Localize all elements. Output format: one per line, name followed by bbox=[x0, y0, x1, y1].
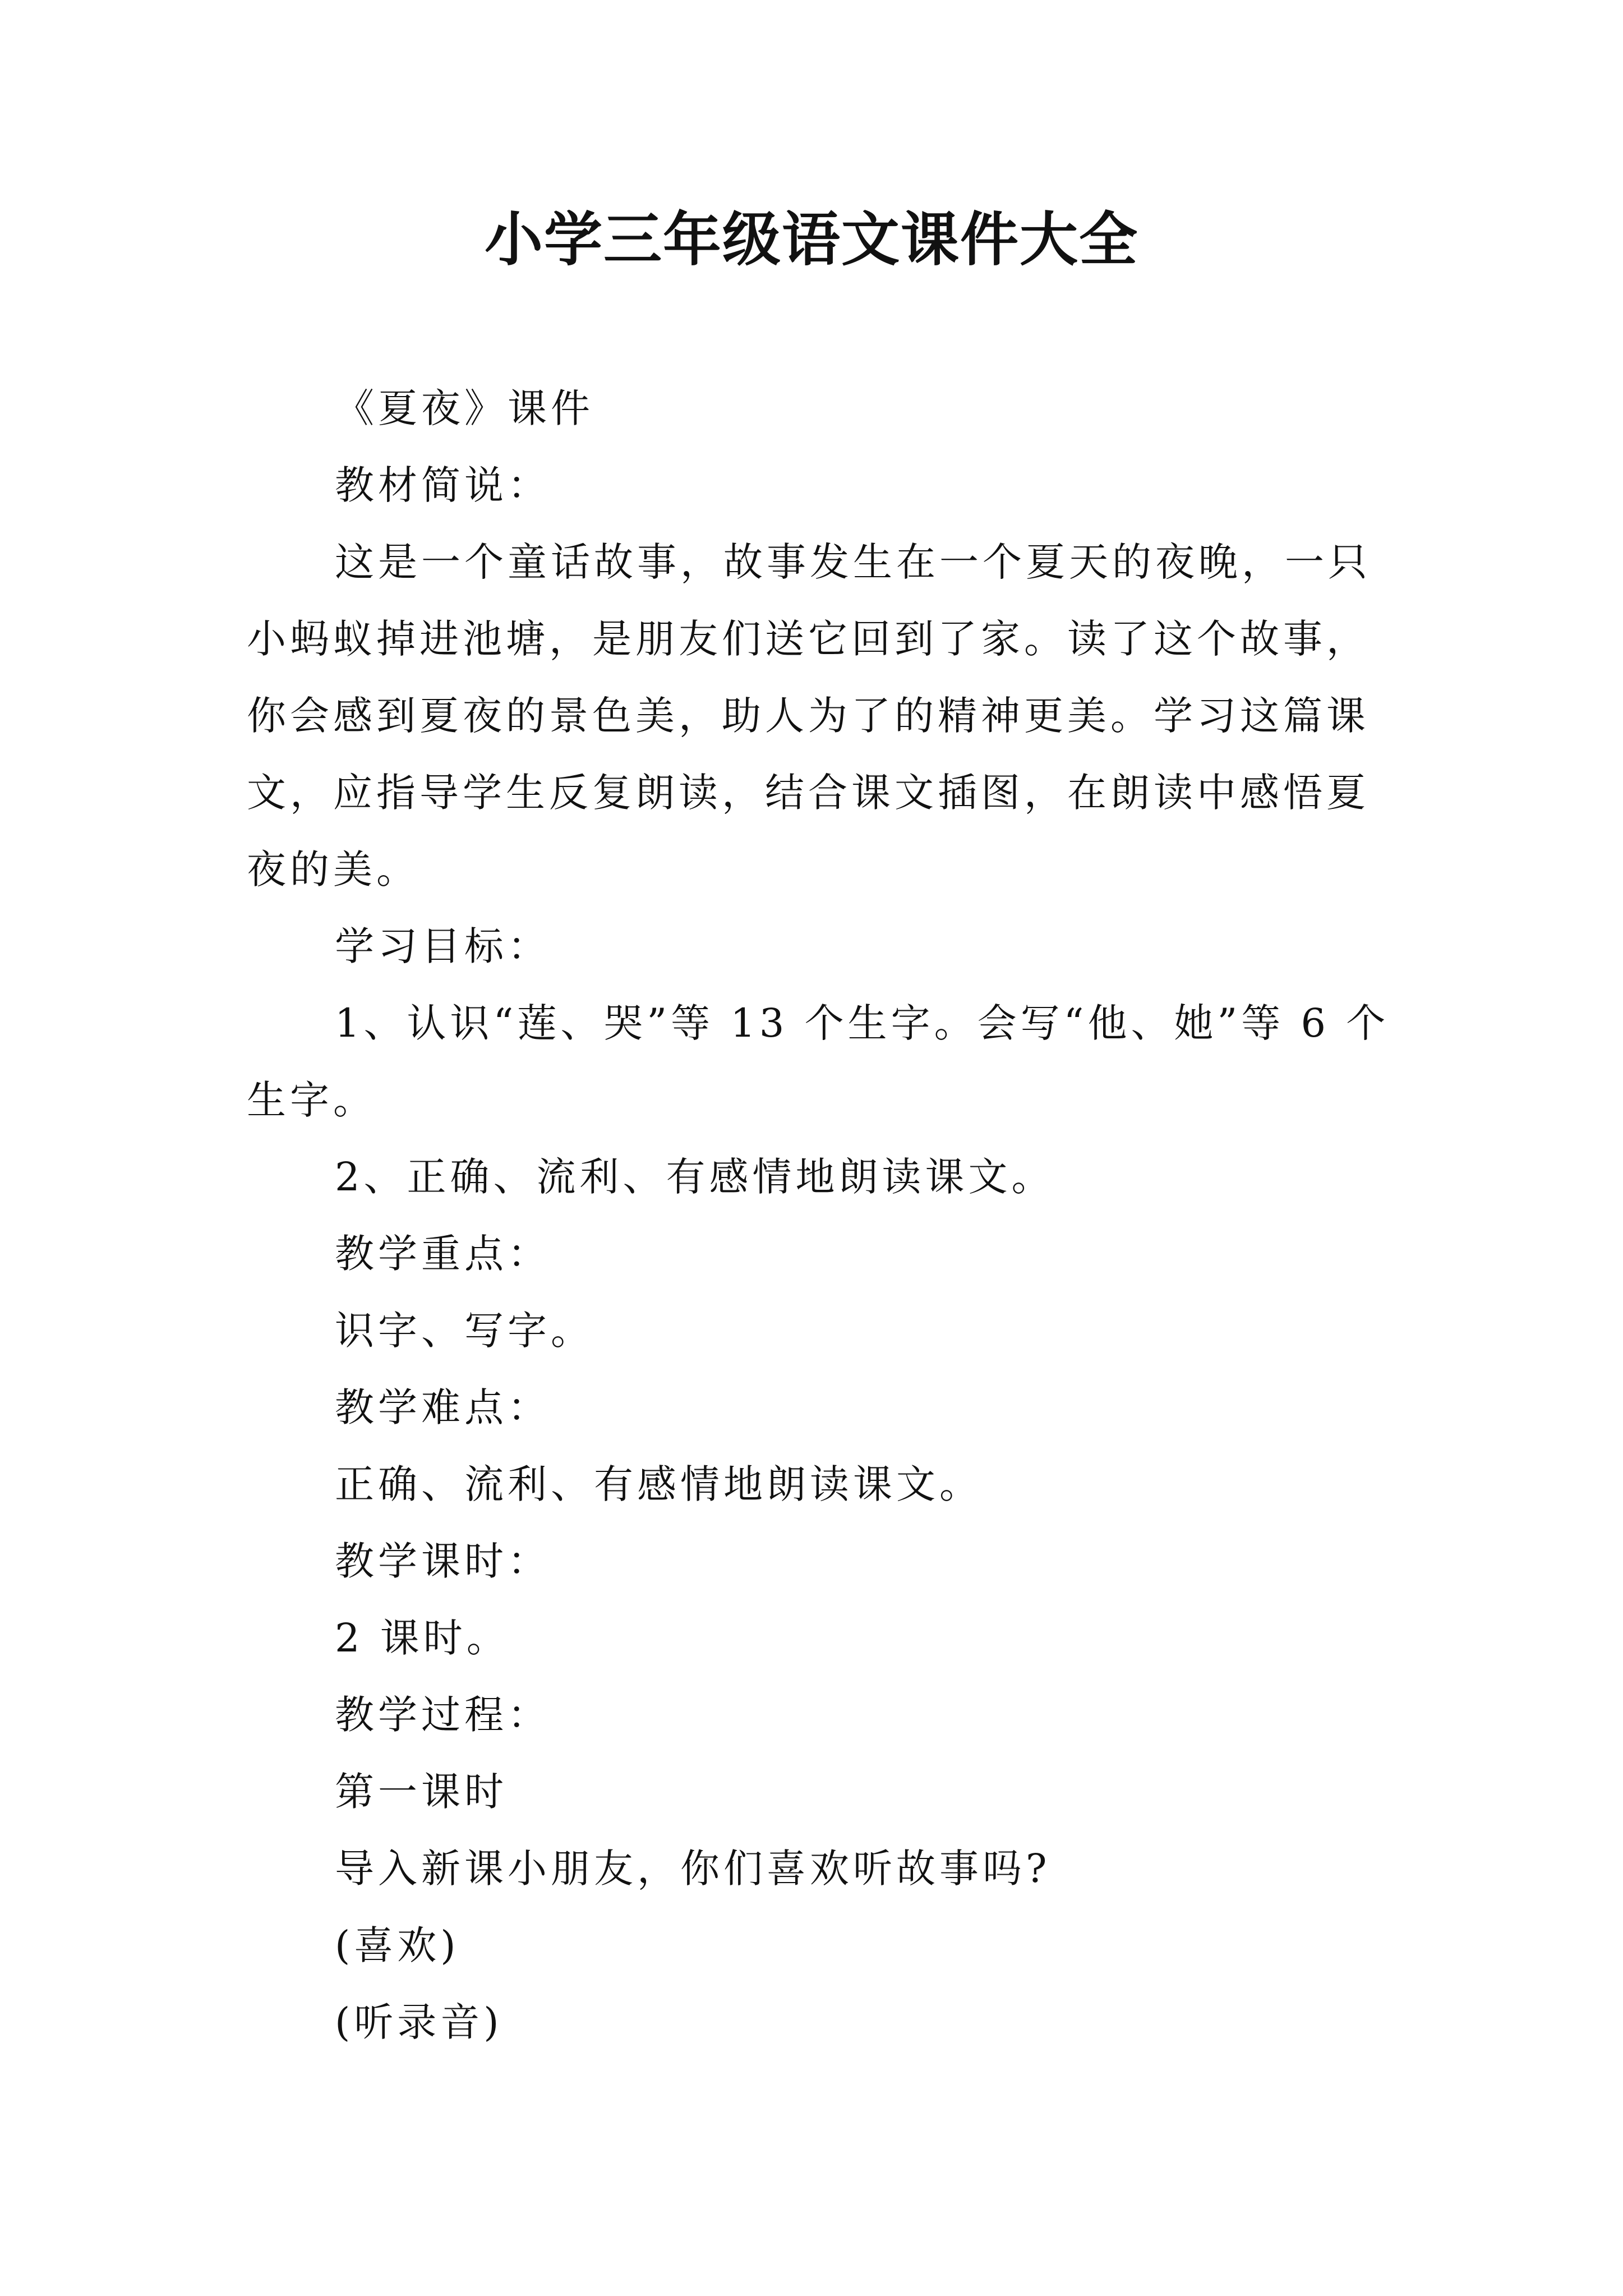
paragraph: 2 课时。 bbox=[335, 1615, 510, 1661]
paragraph: 第一课时 bbox=[335, 1769, 508, 1815]
section-heading: 《夏夜》课件 bbox=[335, 385, 594, 431]
paragraph: 2、正确、流利、有感情地朗读课文。 bbox=[335, 1154, 1055, 1200]
paragraph: 教学重点： bbox=[335, 1231, 551, 1277]
paragraph: 导入新课小朋友，你们喜欢听故事吗? bbox=[335, 1846, 1051, 1892]
paragraph: 教学过程： bbox=[335, 1692, 551, 1738]
paragraph: (听录音) bbox=[335, 1999, 503, 2045]
paragraph: 正确、流利、有感情地朗读课文。 bbox=[335, 1461, 983, 1507]
paragraph: 教学难点： bbox=[335, 1384, 551, 1430]
paragraph: 教材简说： bbox=[335, 462, 551, 508]
paragraph: 识字、写字。 bbox=[335, 1308, 594, 1354]
paragraph: 这是一个童话故事，故事发生在一个夏天的夜晚，一只小蚂蚁掉进池塘，是朋友们送它回到了家。读了这个故事，你会感到夏夜的景色美，助人为了的精神更美。学习这篇课文，应指导学生反复朗读，结合课文插图，在朗读中感悟夏夜的美。 bbox=[247, 539, 1371, 892]
document-body bbox=[247, 370, 1402, 2061]
document-title: 小学三年级语文课件大全 bbox=[484, 205, 1138, 274]
paragraph: 学习目标： bbox=[335, 923, 551, 969]
paragraph: (喜欢) bbox=[335, 1922, 460, 1968]
paragraph: 1、认识“莲、哭”等 13 个生字。会写“他、她”等 6 个生字。 bbox=[247, 1000, 1390, 1123]
paragraph: 教学课时： bbox=[335, 1538, 551, 1584]
